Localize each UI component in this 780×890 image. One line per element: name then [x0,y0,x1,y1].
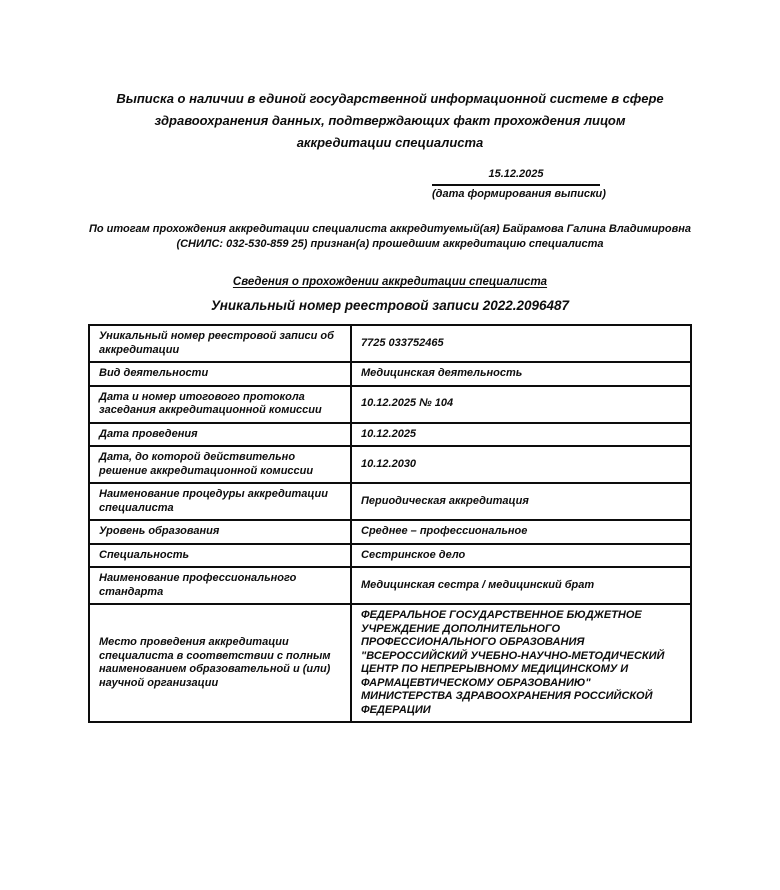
row-label-cell: Вид деятельности [89,362,351,386]
row-value-cell: Медицинская сестра / медицинский брат [351,567,691,604]
table-row [89,544,691,568]
row-value-cell: 7725 033752465 [351,325,691,362]
row-label-cell: Наименование профессионального стандарта [89,567,351,604]
table-row [89,423,691,447]
table-row [89,325,691,362]
row-value-cell: Медицинская деятельность [351,362,691,386]
row-label-cell: Дата, до которой действительно решение аккредитационной комиссии [89,446,351,483]
row-label-cell: Специальность [89,544,351,568]
row-value-cell: Среднее – профессиональное [351,520,691,544]
table-row [89,362,691,386]
formation-date-value: 15.12.2025 [432,167,600,186]
row-label-cell: Место проведения аккредитации специалиста в соответствии с полным наименованием образовательной и (или) научной организации [89,604,351,722]
row-label-cell: Дата и номер итогового протокола заседания аккредитационной комиссии [89,386,351,423]
row-label-cell: Уникальный номер реестровой записи об аккредитации [89,325,351,362]
row-label-cell: Наименование процедуры аккредитации специалиста [89,483,351,520]
row-value-cell: 10.12.2025 № 104 [351,386,691,423]
row-value-cell: ФЕДЕРАЛЬНОЕ ГОСУДАРСТВЕННОЕ БЮДЖЕТНОЕ УЧРЕЖДЕНИЕ ДОПОЛНИТЕЛЬНОГО ПРОФЕССИОНАЛЬНОГО ОБРАЗОВАНИЯ "ВСЕРОССИЙСКИЙ УЧЕБНО-НАУЧНО-МЕТОДИЧЕСКИЙ ЦЕНТР ПО НЕПРЕРЫВНОМУ МЕДИЦИНСКОМУ И ФАРМАЦЕВТИЧЕСКОМУ ОБРАЗОВАНИЮ" МИНИСТЕРСТВА ЗДРАВООХРАНЕНИЯ РОССИЙСКОЙ ФЕДЕРАЦИИ [351,604,691,722]
formation-date-caption: (дата формирования выписки) [432,188,606,200]
row-label-cell: Дата проведения [89,423,351,447]
table-row [89,520,691,544]
table-row [89,483,691,520]
table-row [89,386,691,423]
row-value-cell: Сестринское дело [351,544,691,568]
formation-date-block [432,167,606,201]
row-value-cell: 10.12.2025 [351,423,691,447]
row-label-cell: Уровень образования [89,520,351,544]
document-title: Выписка о наличии в единой государственной информационной системе в сфере здравоохранения данных, подтверждающих факт прохождения лицом аккредитации специалиста [116,91,664,150]
accreditation-table [88,324,692,723]
table-row [89,567,691,604]
row-value-cell: Периодическая аккредитация [351,483,691,520]
section-heading: Сведения о прохождении аккредитации специалиста [232,276,548,288]
registry-number-heading: Уникальный номер реестровой записи 2022.2096487 [210,298,570,313]
table-row [89,604,691,722]
table-row [89,446,691,483]
row-value-cell: 10.12.2030 [351,446,691,483]
intro-paragraph: По итогам прохождения аккредитации специалиста аккредитуемый(ая) Байрамова Галина Владимировна (СНИЛС: 032-530-859 25) признан(а) прошедшим аккредитацию специалиста [88,223,692,250]
